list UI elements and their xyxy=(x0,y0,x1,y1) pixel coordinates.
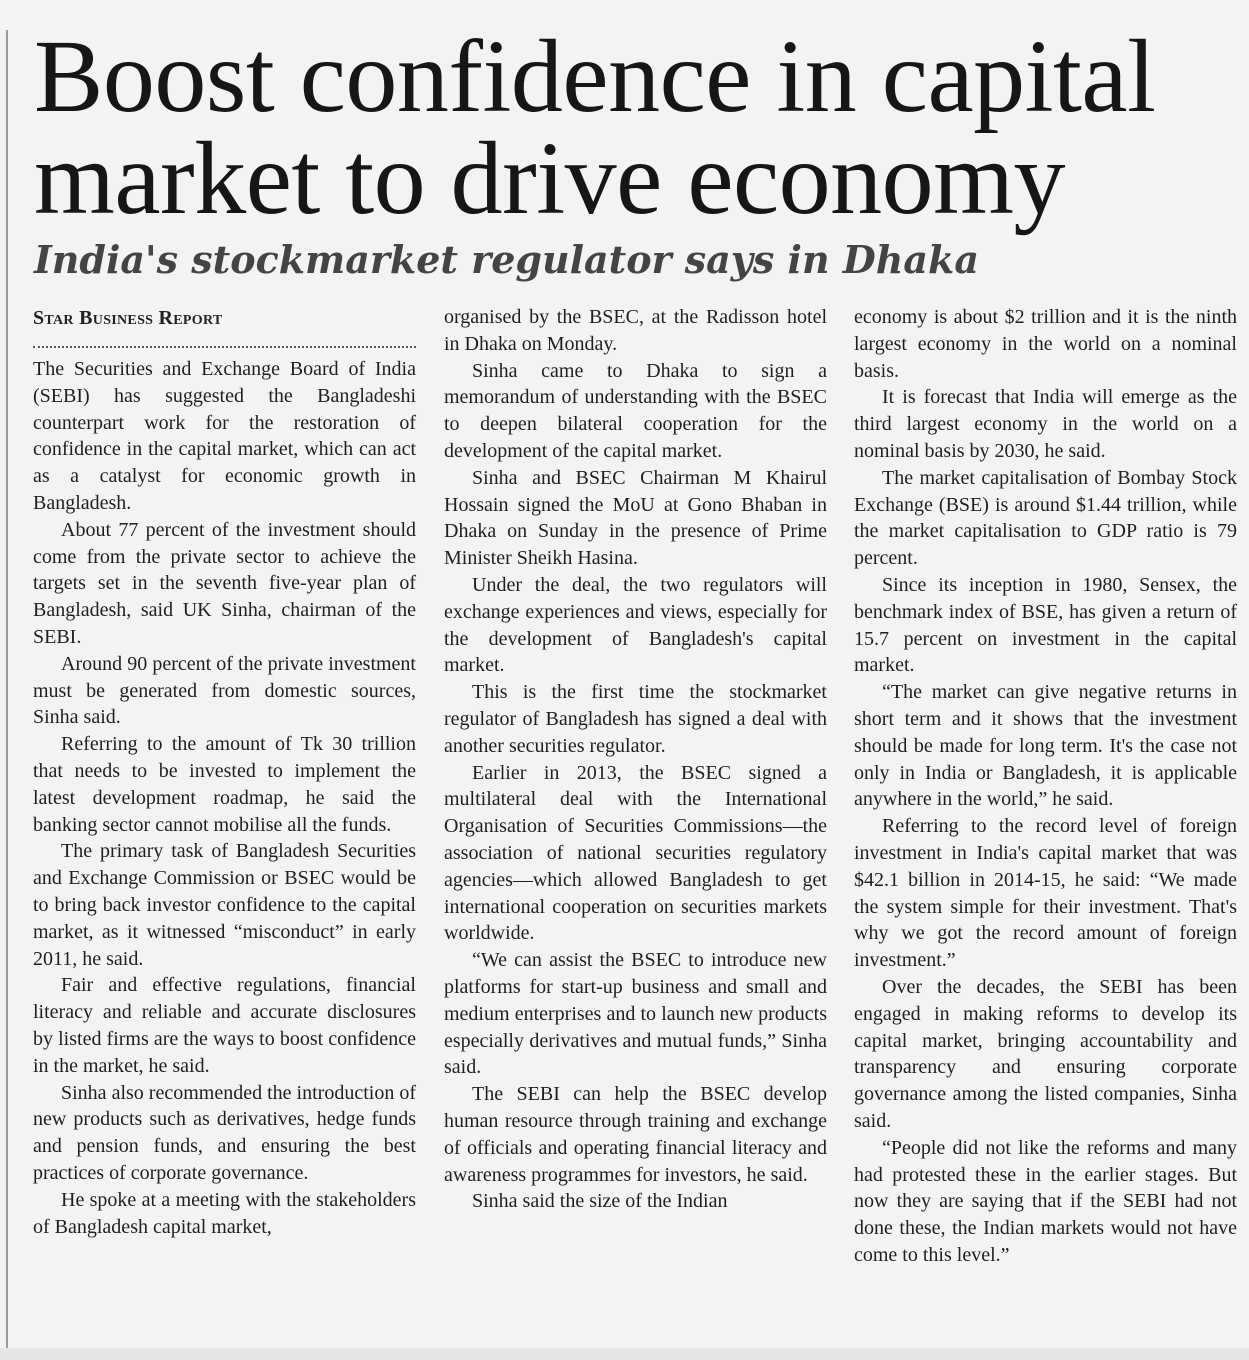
page-bottom-edge xyxy=(0,1348,1249,1360)
paragraph: Sinha also recommended the introduction of new products such as derivatives, hedge funds and pension funds, and ensuring the best practices of corporate governance. xyxy=(33,1081,416,1184)
paragraph: It is forecast that India will emerge as the third largest economy in the world on a nominal basis by 2030, he said. xyxy=(854,386,1237,462)
paragraph: The SEBI can help the BSEC develop human resource through training and exchange of officials and operating financial literacy and awareness programmes for investors, he said. xyxy=(444,1083,827,1186)
subheadline: India's stockmarket regulator says in Dhaka xyxy=(34,237,979,282)
paragraph: Since its inception in 1980, Sensex, the benchmark index of BSE, has given a return of 15.7 percent on investment in the capital market. xyxy=(854,573,1237,677)
paragraph: The Securities and Exchange Board of India (SEBI) has suggested the Bangladeshi counterpart work for the restoration of confidence in the capital market, which can act as a catalyst for economic growth in Bangladesh. xyxy=(33,358,416,514)
paragraph: The primary task of Bangladesh Securities and Exchange Commission or BSEC would be to bring back investor confidence to the capital market, as it witnessed “misconduct” in early 2011, he said. xyxy=(33,840,416,970)
headline-line: Boost confidence in capital xyxy=(34,19,1156,134)
article-column-2 xyxy=(444,304,827,1215)
paragraph: Sinha came to Dhaka to sign a memorandum of understanding with the BSEC to deepen bilateral cooperation for the development of the capital market. xyxy=(444,359,827,462)
paragraph: organised by the BSEC, at the Radisson hotel in Dhaka on Monday. xyxy=(444,306,827,355)
paragraph: About 77 percent of the investment should come from the private sector to achieve the targets set in the seventh five-year plan of Bangladesh, said UK Sinha, chairman of the SEBI. xyxy=(33,518,416,648)
article-column-1 xyxy=(33,304,416,1240)
paragraph: “We can assist the BSEC to introduce new platforms for start-up business and small and medium enterprises and to launch new products especially derivatives and mutual funds,” Sinha said. xyxy=(444,949,827,1079)
paragraph: He spoke at a meeting with the stakeholders of Bangladesh capital market, xyxy=(33,1188,416,1238)
paragraph: Over the decades, the SEBI has been engaged in making reforms to develop its capital market, bringing accountability and transparency and ensuring corporate governance among the listed companies, Sinha said. xyxy=(854,975,1237,1132)
paragraph: economy is about $2 trillion and it is the ninth largest economy in the world on a nominal basis. xyxy=(854,306,1237,382)
paragraph: Around 90 percent of the private investment must be generated from domestic sources, Sinha said. xyxy=(33,652,416,729)
paragraph: Fair and effective regulations, financial literacy and reliable and accurate disclosures by listed firms are the ways to boost confidence in the market, he said. xyxy=(33,974,416,1077)
column-rule-left xyxy=(6,30,8,1348)
paragraph: “The market can give negative returns in short term and it shows that the investment should be made for long term. It's the case not only in India or Bangladesh, it is applicable anywhere in the world,” he said. xyxy=(854,681,1237,811)
byline: Star Business Report xyxy=(33,307,223,329)
paragraph: This is the first time the stockmarket regulator of Bangladesh has signed a deal with another securities regulator. xyxy=(444,681,827,757)
paragraph: Referring to the record level of foreign investment in India's capital market that was $42.1 billion in 2014-15, he said: “We made the system simple for their investment. That's why we got the record amount of foreign investment.” xyxy=(854,815,1237,972)
paragraph: Sinha and BSEC Chairman M Khairul Hossain signed the MoU at Gono Bhaban in Dhaka on Sunday in the presence of Prime Minister Sheikh Hasina. xyxy=(444,466,827,570)
paragraph: Earlier in 2013, the BSEC signed a multilateral deal with the International Organisation of Securities Commissions—the association of national securities regulatory agencies—which allowed Bangladesh to get international cooperation on securities markets worldwide. xyxy=(444,761,827,945)
paragraph: Under the deal, the two regulators will exchange experiences and views, especially for the development of Bangladesh's capital market. xyxy=(444,573,827,677)
headline xyxy=(34,19,1244,236)
paragraph: Sinha said the size of the Indian xyxy=(472,1190,728,1213)
paragraph: The market capitalisation of Bombay Stock Exchange (BSE) is around $1.44 trillion, while the market capitalisation to GDP ratio is 79 percent. xyxy=(854,466,1237,570)
article-column-3 xyxy=(854,304,1237,1269)
headline-line: market to drive economy xyxy=(34,121,1066,236)
paragraph: Referring to the amount of Tk 30 trillion that needs to be invested to implement the latest development roadmap, he said the banking sector cannot mobilise all the funds. xyxy=(33,733,416,836)
byline-divider xyxy=(33,346,416,348)
paragraph: “People did not like the reforms and many had protested these in the earlier stages. But now they are saying that if the SEBI had not done these, the Indian markets would not have come to this level.” xyxy=(854,1136,1237,1266)
